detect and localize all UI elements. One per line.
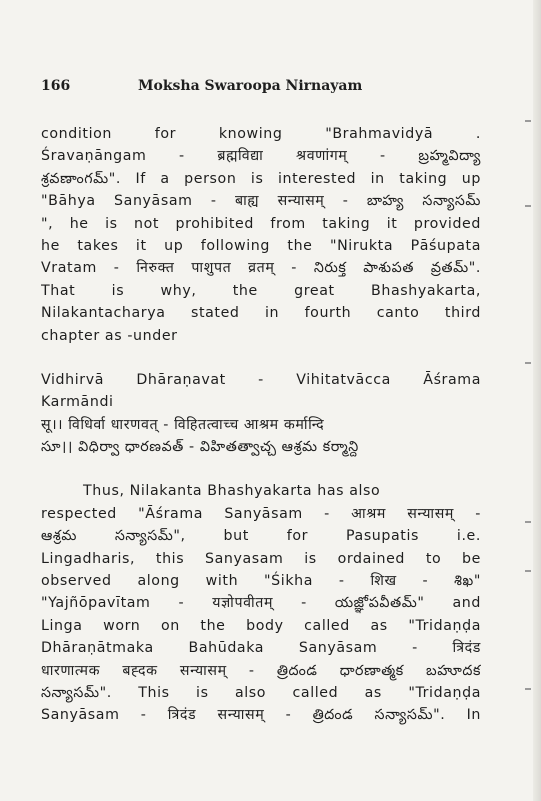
text-line: ", he is not prohibited from taking it provided: [41, 215, 481, 232]
edge-mark: [525, 570, 531, 572]
paragraph-continued: [41, 123, 481, 347]
paragraph: [41, 480, 481, 726]
edge-mark: [525, 521, 531, 523]
text-line: observed along with "Śikha - शिख - శిఖ": [41, 573, 481, 590]
text-line: సన్యాసమ్". This is also called as "Tridaṇḍa: [41, 684, 481, 701]
text-line: condition for knowing "Brahmavidyā .: [41, 126, 481, 142]
page-number: 166: [41, 78, 71, 94]
running-title: Moksha Swaroopa Nirnayam: [138, 78, 363, 94]
verse-line: Karmāndi: [41, 394, 114, 411]
text-line: धारणात्मक बह्दक सन्यासम् - త్రిదండ ధారణాత్మక బహూదక: [41, 662, 481, 679]
edge-mark: [525, 120, 531, 122]
edge-mark: [525, 362, 531, 364]
page-edge: [533, 0, 541, 801]
text-line: Vratam - निरुक्त पाशुपत व्रतम् - నిరుక్త పాశుపత వ్రతమ్".: [41, 260, 481, 277]
text-line: "Bāhya Sanyāsam - बाह्य सन्यासम् - బాహ్య సన్యాసమ్: [41, 193, 481, 210]
verse-line: Vidhirvā Dhāraṇavat - Vihitatvācca Āśrama: [41, 371, 481, 388]
sutra-verse: [41, 369, 481, 459]
edge-mark: [525, 205, 531, 207]
verse-line: సూ।। విధిర్వా ధారణవత్ - విహితత్వాచ్చ ఆశ్రమ కర్మాన్ది: [41, 439, 359, 456]
text-line: "Yajñōpavītam - यज्ञोपवीतम् - యజ్ఞోపవీతమ్" and: [41, 595, 481, 612]
page-header: [41, 78, 511, 98]
text-line: chapter as -under: [41, 327, 178, 344]
text-line: Lingadharis, this Sanyasam is ordained to be: [41, 550, 481, 567]
text-line: Dhāraṇātmaka Bahūdaka Sanyāsam - त्रिदंड: [41, 640, 481, 657]
text-line: శ్రవణాంగమ్". If a person is interested in taking up: [41, 170, 481, 187]
text-line: ఆశ్రమ సన్యాసమ్", but for Pasupatis i.e.: [41, 528, 481, 545]
edge-mark: [525, 688, 531, 690]
text-line: he takes it up following the "Nirukta Pāśupata: [41, 237, 481, 254]
text-line: Śravaṇāngam - ब्रह्मविद्या श्रवणांगम् - బ్రహ్మవిద్యా: [41, 148, 481, 165]
verse-line: सू।। विधिर्वा धारणवत् - विहितत्वाच्च आश्रम कर्मान्दि: [41, 416, 325, 433]
text-line: Thus, Nilakanta Bhashyakarta has also: [83, 483, 381, 500]
text-line: respected "Āśrama Sanyāsam - आश्रम सन्यासम् -: [41, 505, 481, 522]
text-line: Sanyāsam - त्रिदंड सन्यासम् - త్రిదండ సన్యాసమ్". In: [41, 707, 481, 724]
text-line: Linga worn on the body called as "Tridaṇḍa: [41, 617, 481, 634]
text-line: Nilakantacharya stated in fourth canto third: [41, 305, 481, 322]
body-text: [41, 123, 481, 727]
text-line: That is why, the great Bhashyakarta,: [41, 282, 481, 299]
